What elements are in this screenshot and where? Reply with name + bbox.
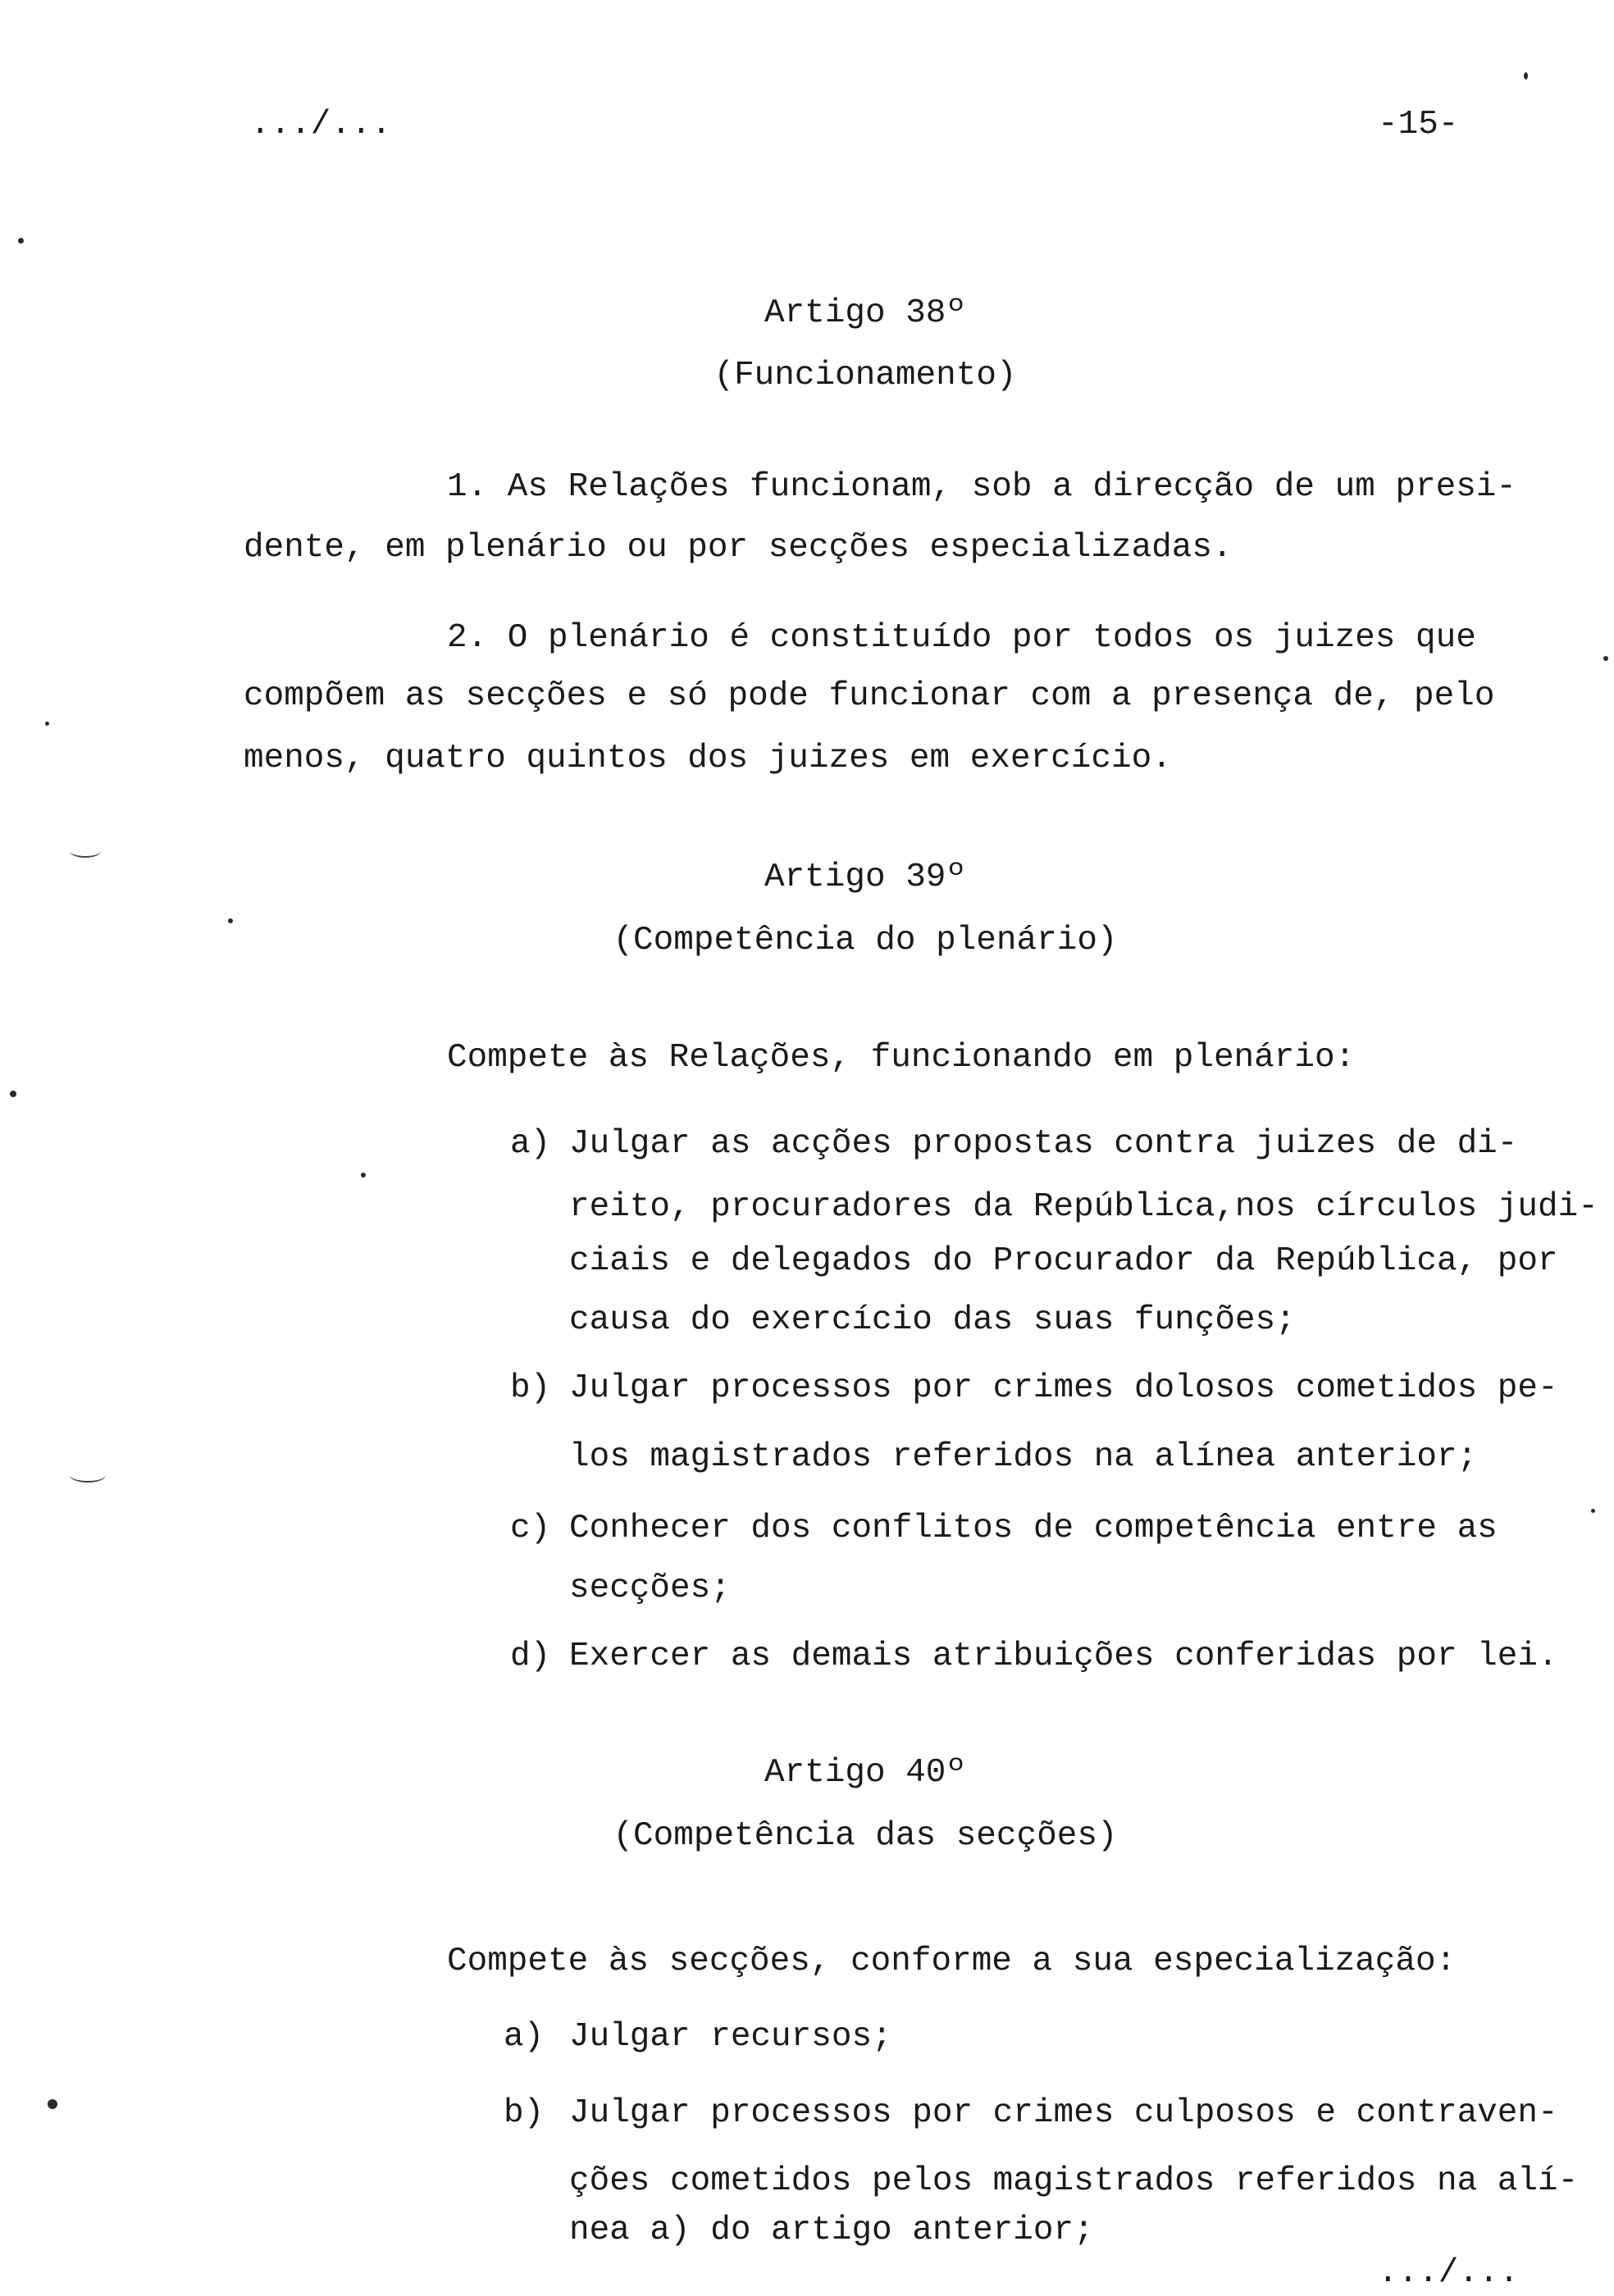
article-39-item-a-label: a) [510,1125,551,1163]
article-40-subtitle: (Competência das secções) [613,1817,1118,1855]
article-39-intro: Compete às Relações, funcionando em plenário: [447,1039,1356,1077]
scan-speck [10,1091,16,1097]
article-39-item-c-line-2: secções; [569,1569,731,1607]
header-continuation-mark: .../... [250,106,392,144]
scan-speck [45,722,49,726]
article-39-item-a-line-3: ciais e delegados do Procurador da República, por [569,1242,1558,1280]
scan-mark [70,1468,106,1483]
scan-mark [70,845,101,858]
article-39-item-c-line-1: Conhecer dos conflitos de competência entre as [569,1510,1498,1547]
article-40-item-b-label: b) [504,2094,545,2132]
article-38-paragraph-2-line-2: compõem as secções e só pode funcionar com a presença de, pelo [244,677,1495,715]
article-38-paragraph-1-line-2: dente, em plenário ou por secções especializadas. [244,529,1233,567]
article-40-item-a-line-1: Julgar recursos; [569,2018,892,2056]
article-38-paragraph-2-line-3: menos, quatro quintos dos juizes em exercício. [244,740,1172,777]
scan-speck [18,238,24,244]
scan-speck [48,2099,57,2109]
article-39-item-d-line-1: Exercer as demais atribuições conferidas por lei. [569,1638,1558,1675]
article-39-item-a-line-1: Julgar as acções propostas contra juizes de di- [569,1125,1518,1163]
article-39-item-b-line-1: Julgar processos por crimes dolosos cometidos pe- [569,1369,1558,1407]
article-39-item-c-label: c) [510,1510,551,1547]
footer-continuation-mark: .../... [1378,2254,1520,2292]
article-40-item-a-label: a) [504,2018,545,2056]
article-39-item-a-line-4: causa do exercício das suas funções; [569,1301,1296,1339]
article-39-item-b-line-2: los magistrados referidos na alínea anterior; [569,1438,1478,1476]
scan-speck [361,1173,366,1178]
article-40-item-b-line-2: ções cometidos pelos magistrados referidos na alí- [569,2162,1579,2200]
article-38-paragraph-1-line-1: 1. As Relações funcionam, sob a direcção de um presi- [447,468,1517,506]
article-40-item-b-line-3: nea a) do artigo anterior; [569,2212,1094,2249]
scan-speck [1603,656,1608,661]
article-40-intro: Compete às secções, conforme a sua especialização: [447,1943,1457,1980]
article-39-title: Artigo 39º [764,859,967,896]
scan-speck [228,918,233,923]
scan-speck [1524,72,1528,80]
article-38-paragraph-2-line-1: 2. O plenário é constituído por todos os juizes que [447,619,1476,657]
article-40-title: Artigo 40º [764,1754,967,1792]
article-39-item-b-label: b) [510,1369,551,1407]
article-38-subtitle: (Funcionamento) [714,357,1017,394]
article-38-title: Artigo 38º [764,294,967,332]
scan-speck [1591,1509,1595,1513]
article-39-item-a-line-2: reito, procuradores da República,nos círculos judi- [569,1188,1598,1226]
article-40-item-b-line-1: Julgar processos por crimes culposos e contraven- [569,2094,1558,2132]
article-39-item-d-label: d) [510,1638,551,1675]
page-number: -15- [1378,106,1459,144]
article-39-subtitle: (Competência do plenário) [613,922,1118,959]
